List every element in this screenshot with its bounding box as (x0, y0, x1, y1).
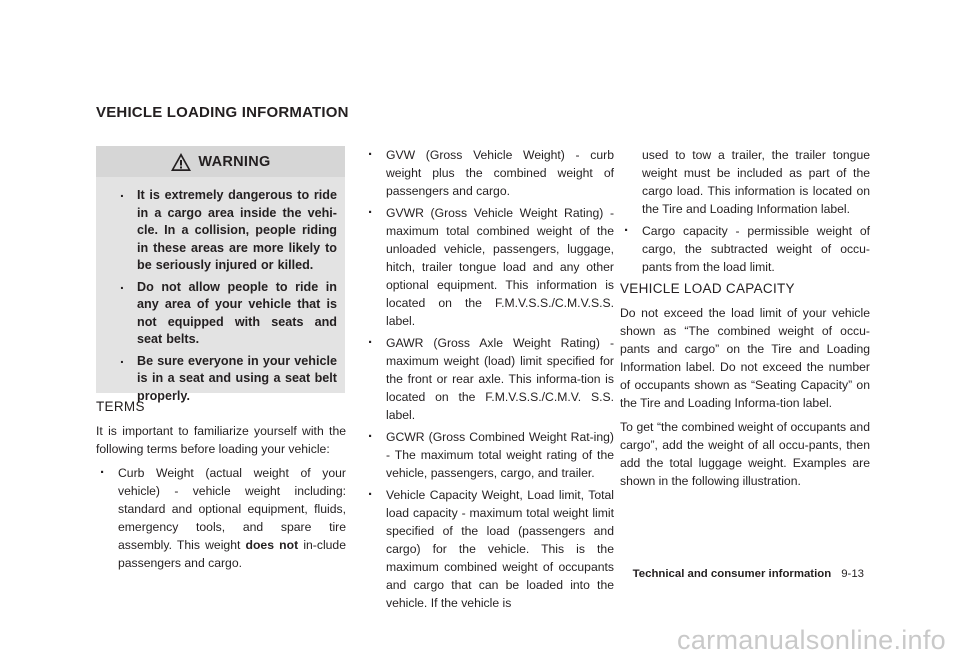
curb-weight-emphasis: does not (245, 538, 299, 552)
curb-weight-text: Curb Weight (actual weight of your vehicle) - vehicle weight including: standard and optional equipment, fluids, emergency tools, and spare tire assembly. This weight (118, 466, 346, 552)
page-number: 9-13 (841, 568, 864, 580)
term-vehicle-capacity: . Vehicle Capacity Weight, Load limit, Total load capacity - maximum total weight limit specified of the load (passengers and cargo) for the vehicle. This is the maximum combined weight of occupants and cargo that can be loaded into the vehicle. If the vehicle is (364, 486, 614, 612)
footer-section-title: Technical and consumer information (632, 568, 832, 580)
warning-label: WARNING (198, 153, 271, 170)
term-gvw: . GVW (Gross Vehicle Weight) - curb weight plus the combined weight of passengers and cargo. (364, 146, 614, 200)
page-footer (633, 568, 864, 580)
term-gcwr: . GCWR (Gross Combined Weight Rat-ing) - The maximum total weight rating of the vehicle, passengers, cargo, and trailer. (364, 428, 614, 482)
load-capacity-paragraph: Do not exceed the load limit of your vehicle shown as “The combined weight of occu-pants and cargo” on the Tire and Loading Information label. Do not exceed the number of occupants shown as “Seating Capacity” on the Tire and Loading Informa-tion label. (620, 306, 870, 410)
terms-list-end (620, 146, 870, 276)
term-vehicle-capacity-continued: used to tow a trailer, the trailer tongue weight must be included as part of the cargo load. This information is located on the Tire and Loading Information label. (642, 148, 870, 216)
term-cargo-capacity: . Cargo capacity - permissible weight of cargo, the subtracted weight of occu-pants from the load limit. (620, 222, 870, 276)
warning-list (96, 177, 345, 405)
warning-box (96, 146, 345, 403)
term-curb-weight (96, 464, 346, 572)
warning-item: . Do not allow people to ride in any area of your vehicle that is not equipped with seats and seat belts. (96, 279, 337, 349)
column-right (620, 146, 870, 496)
term-gawr: . GAWR (Gross Axle Weight Rating) - maximum weight (load) limit specified for the front or rear axle. This informa-tion is located on the F.M.V.S.S./C.M.V. S.S. label. (364, 334, 614, 424)
warning-triangle-icon (170, 152, 192, 172)
curb-weight-text-end: in-clude passengers and cargo. (118, 538, 346, 570)
term-gvwr: . GVWR (Gross Vehicle Weight Rating) - maximum total combined weight of the unloaded vehicle, passengers, luggage, hitch, trailer tongue load and any other optional equipment. This information is located on the F.M.V.S.S./C.M.V.S.S. label. (364, 204, 614, 330)
watermark: carmanualsonline.info (677, 625, 946, 655)
terms-list (96, 464, 346, 572)
load-capacity-paragraph: To get “the combined weight of occupants and cargo”, add the weight of all occu-pants, then add the total luggage weight. Examples are shown in the following illustration. (620, 420, 870, 488)
column-middle (364, 146, 614, 616)
terms-list-continued (364, 146, 614, 612)
column-left (96, 398, 346, 576)
terms-intro: It is important to familiarize yourself with the following terms before loading your vehicle: (96, 424, 346, 456)
warning-item: . It is extremely dangerous to ride in a cargo area inside the vehi-cle. In a collision, people riding in these areas are more likely to be seriously injured or killed. (96, 187, 337, 275)
warning-header (96, 146, 345, 177)
terms-heading: TERMS (96, 399, 145, 414)
load-capacity-heading: VEHICLE LOAD CAPACITY (620, 281, 795, 296)
section-title: VEHICLE LOADING INFORMATION (96, 104, 349, 121)
warning-item: . Be sure everyone in your vehicle is in a seat and using a seat belt properly. (96, 353, 337, 406)
